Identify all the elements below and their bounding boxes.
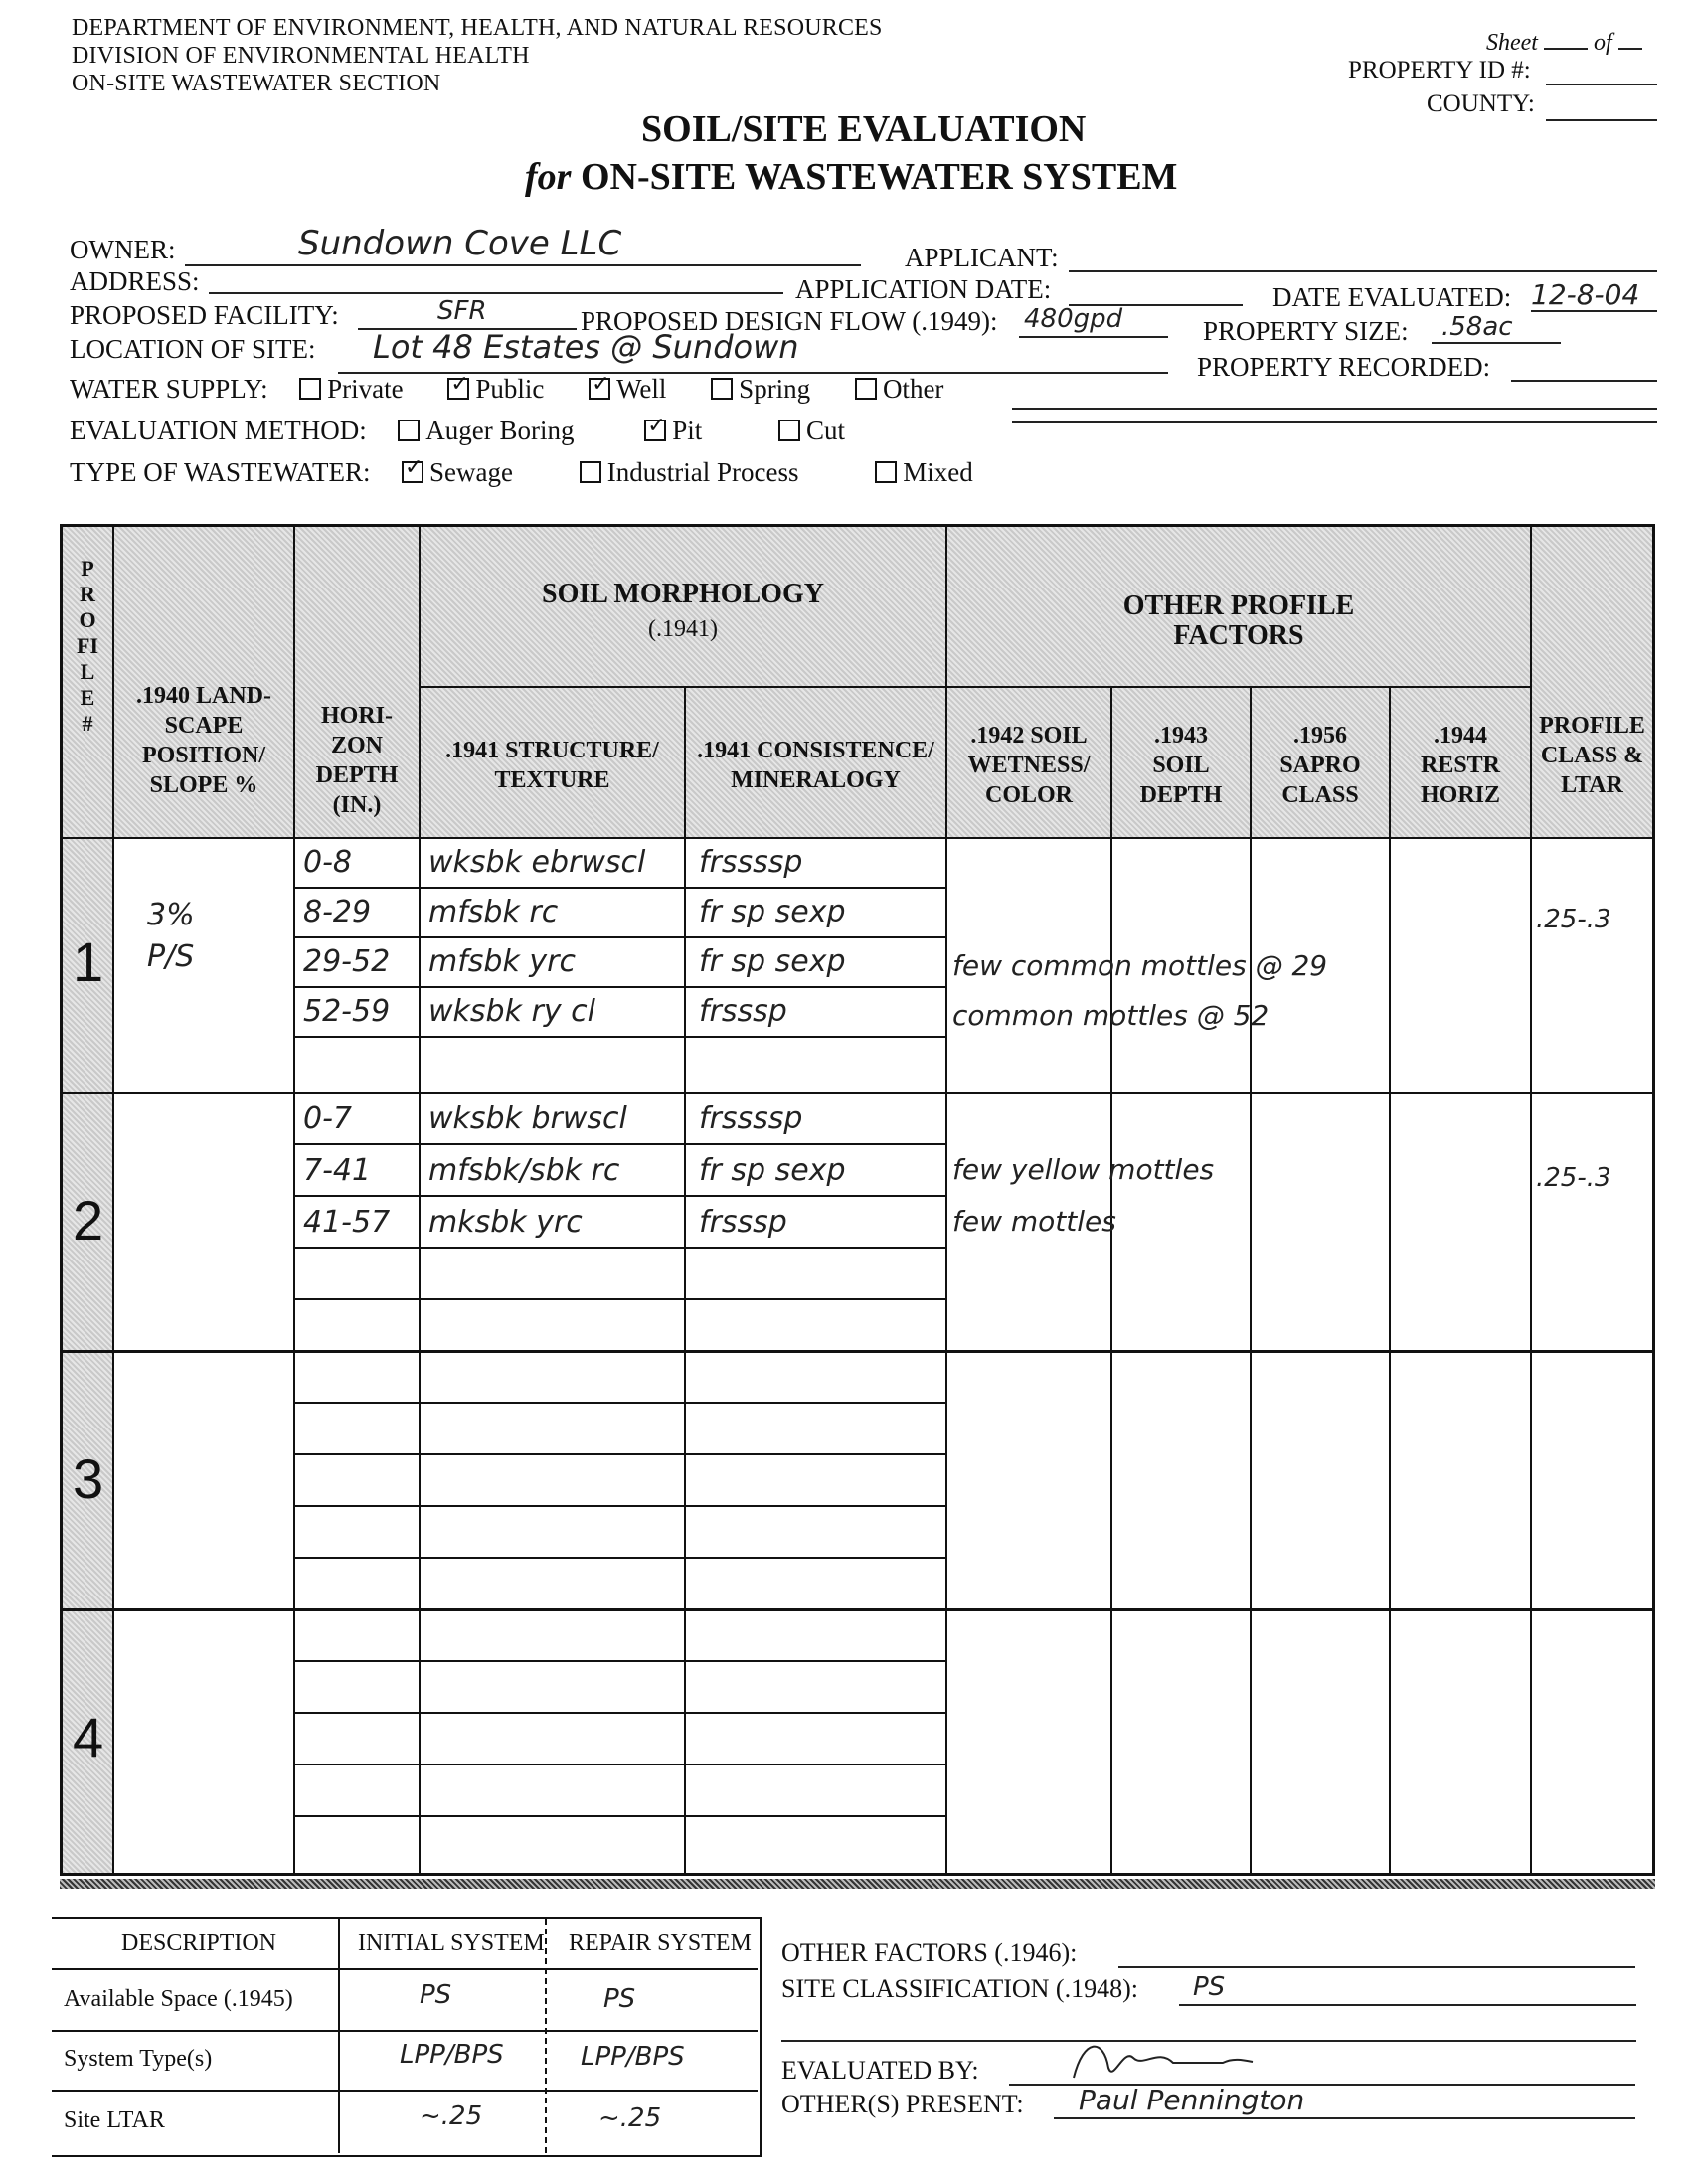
soil-profile-table	[60, 524, 1655, 1876]
system-types-repair[interactable]: LPP/BPS	[581, 2042, 685, 2072]
row-line	[293, 1764, 945, 1765]
available-space-label: Available Space (.1945)	[64, 1986, 293, 2012]
row-line	[293, 1557, 945, 1559]
system-types-label: System Type(s)	[64, 2046, 213, 2072]
summary-row-line-1	[52, 1968, 758, 1970]
initial-system-header: INITIAL SYSTEM	[358, 1931, 545, 1956]
spring-checkbox[interactable]	[711, 378, 733, 400]
row-line	[293, 1815, 945, 1817]
row-line	[293, 1712, 945, 1714]
property-id-label: PROPERTY ID #:	[1348, 57, 1531, 84]
p1-structure-4[interactable]: wksbk ry cl	[428, 994, 595, 1029]
p1-profile-class[interactable]: .25-.3	[1536, 905, 1611, 934]
other-checkbox[interactable]	[855, 378, 877, 400]
system-types-initial[interactable]: LPP/BPS	[400, 2040, 504, 2070]
p2-profile-class[interactable]: .25-.3	[1536, 1163, 1611, 1193]
of-label: of	[1593, 30, 1612, 56]
p1-consistence-3[interactable]: fr sp sexp	[699, 944, 846, 979]
design-flow-label: PROPOSED DESIGN FLOW (.1949):	[581, 306, 998, 336]
summary-col-1	[338, 1919, 340, 2153]
row-line	[293, 1453, 945, 1455]
other-factors-line	[1118, 1966, 1635, 1968]
p1-consistence-1[interactable]: frssssp	[699, 845, 803, 880]
p1-consistence-4[interactable]: frsssp	[699, 994, 787, 1029]
p1-depth-1[interactable]: 0-8	[303, 845, 352, 880]
restr-header: .1944 RESTR HORIZ	[1420, 723, 1501, 808]
header-split-line	[419, 686, 1530, 688]
p2-wetness-note-2[interactable]: few mottles	[952, 1205, 1116, 1238]
row-line	[293, 1036, 945, 1038]
p2-wetness-note-1[interactable]: few yellow mottles	[952, 1153, 1215, 1186]
soil-depth-header: .1943 SOIL DEPTH	[1139, 723, 1223, 808]
profile-class-header: PROFILE CLASS & LTAR	[1539, 713, 1645, 798]
row-line	[293, 1195, 945, 1197]
property-id-line	[1546, 84, 1657, 85]
other-factors-label: OTHER FACTORS (.1946):	[781, 1938, 1078, 1967]
cut-label: Cut	[806, 416, 846, 445]
profile-divider-2	[63, 1350, 1652, 1353]
location-label: LOCATION OF SITE:	[70, 334, 316, 364]
summary-col-2	[545, 1919, 547, 2153]
proposed-facility-value[interactable]: SFR	[437, 296, 487, 326]
property-size-value[interactable]: .58ac	[1441, 312, 1513, 342]
water-supply-well[interactable]	[589, 374, 666, 404]
p1-structure-3[interactable]: mfsbk yrc	[428, 944, 576, 979]
subtitle-rest: ON-SITE WASTEWATER SYSTEM	[580, 156, 1178, 198]
cut-checkbox[interactable]	[778, 420, 800, 441]
p2-depth-2[interactable]: 7-41	[303, 1153, 372, 1188]
dept-line-3: ON-SITE WASTEWATER SECTION	[72, 71, 441, 96]
col-line-6	[1110, 686, 1112, 1873]
p2-depth-3[interactable]: 41-57	[303, 1205, 391, 1240]
sapro-header: .1956 SAPRO CLASS	[1279, 723, 1361, 808]
owner-label: OWNER:	[70, 235, 176, 264]
p2-structure-2[interactable]: mfsbk/sbk rc	[428, 1153, 620, 1188]
site-ltar-initial[interactable]: ~.25	[420, 2101, 483, 2131]
p1-depth-2[interactable]: 8-29	[303, 895, 372, 929]
water-supply-spring[interactable]	[711, 374, 810, 404]
sheet-label: Sheet	[1486, 30, 1538, 56]
p1-wetness-note-2[interactable]: common mottles @ 52	[952, 999, 1270, 1032]
profile-divider-1	[63, 1092, 1652, 1094]
profile-1-landscape[interactable]: 3% P/S	[147, 898, 195, 974]
p2-structure-3[interactable]: mksbk yrc	[428, 1205, 583, 1240]
site-ltar-repair[interactable]: ~.25	[598, 2103, 662, 2133]
row-line	[293, 887, 945, 889]
well-checkbox[interactable]	[589, 378, 610, 400]
applicant-label: APPLICANT:	[905, 243, 1059, 272]
county-label: COUNTY:	[1427, 90, 1535, 117]
row-line	[293, 1402, 945, 1404]
col-line-8	[1389, 686, 1391, 1873]
design-flow-line	[1019, 336, 1168, 338]
property-size-line	[1432, 342, 1561, 344]
col-line-4	[684, 686, 686, 1873]
site-classification-line	[1179, 2004, 1636, 2006]
subtitle-for: for	[525, 156, 572, 198]
other-factors-header: OTHER PROFILE FACTORS	[1122, 590, 1355, 651]
p1-wetness-note-1[interactable]: few common mottles @ 29	[952, 949, 1328, 982]
col-line-7	[1250, 686, 1252, 1873]
soil-morphology-sub: (.1941)	[648, 616, 718, 642]
row-line	[293, 1505, 945, 1507]
wastewater-type-row	[70, 457, 1011, 487]
proposed-facility-label: PROPOSED FACILITY:	[70, 300, 339, 330]
row-line	[293, 1247, 945, 1249]
public-label: Public	[475, 374, 545, 404]
form-title: SOIL/SITE EVALUATION	[641, 108, 1087, 150]
sewage-checkbox[interactable]	[402, 461, 424, 483]
evaluation-method-label: EVALUATION METHOD:	[70, 416, 367, 445]
pit-checkbox[interactable]	[644, 420, 666, 441]
site-ltar-label: Site LTAR	[64, 2107, 165, 2133]
method-pit[interactable]	[644, 416, 702, 445]
department-header	[72, 14, 883, 97]
profile-number-4: 4	[73, 1706, 104, 1768]
method-auger[interactable]	[398, 416, 574, 445]
type-mixed[interactable]	[875, 457, 973, 487]
mixed-checkbox[interactable]	[875, 461, 897, 483]
consistence-header: .1941 CONSISTENCE/ MINERALOGY	[697, 738, 934, 793]
type-sewage[interactable]	[402, 457, 513, 487]
row-line	[293, 986, 945, 988]
summary-row-line-2	[52, 2030, 758, 2032]
others-present-line	[1054, 2117, 1635, 2119]
date-evaluated-label: DATE EVALUATED:	[1272, 282, 1512, 312]
row-line	[293, 1660, 945, 1662]
auger-label: Auger Boring	[425, 416, 575, 445]
profile-header: PROFILE #	[77, 556, 98, 736]
private-label: Private	[327, 374, 404, 404]
profile-number-2: 2	[73, 1189, 104, 1252]
profile-number-3: 3	[73, 1447, 104, 1510]
other-label: Other	[882, 374, 944, 404]
others-present-label: OTHER(S) PRESENT:	[781, 2090, 1024, 2118]
sewage-label: Sewage	[429, 457, 513, 487]
available-space-initial[interactable]: PS	[420, 1980, 452, 2010]
p1-consistence-2[interactable]: fr sp sexp	[699, 895, 846, 929]
water-supply-other[interactable]	[855, 374, 943, 404]
method-line	[1012, 421, 1657, 423]
owner-line	[185, 264, 861, 266]
horizon-header: HORI- ZON DEPTH (IN.)	[315, 703, 399, 818]
industrial-label: Industrial Process	[606, 457, 799, 487]
water-supply-row	[70, 374, 981, 404]
available-space-repair[interactable]: PS	[603, 1984, 636, 2014]
method-cut[interactable]	[778, 416, 845, 445]
county-line	[1546, 119, 1657, 121]
profile-divider-3	[63, 1608, 1652, 1611]
soil-morphology-header: SOIL MORPHOLOGY	[542, 579, 824, 609]
site-classification-value[interactable]: PS	[1193, 1972, 1226, 2002]
p1-depth-3[interactable]: 29-52	[303, 944, 391, 979]
p1-depth-4[interactable]: 52-59	[303, 994, 391, 1029]
public-checkbox[interactable]	[447, 378, 469, 400]
auger-checkbox[interactable]	[398, 420, 420, 441]
type-industrial[interactable]	[580, 457, 799, 487]
mixed-label: Mixed	[903, 457, 973, 487]
structure-header: .1941 STRUCTURE/ TEXTURE	[445, 738, 659, 793]
evaluated-by-label: EVALUATED BY:	[781, 2056, 979, 2085]
address-label: ADDRESS:	[70, 266, 200, 296]
p2-consistence-3[interactable]: frsssp	[699, 1205, 787, 1240]
location-value[interactable]: Lot 48 Estates @ Sundown	[373, 328, 799, 366]
applicant-line	[1069, 270, 1657, 272]
spring-label: Spring	[739, 374, 811, 404]
water-supply-public[interactable]	[447, 374, 544, 404]
wastewater-type-label: TYPE OF WASTEWATER:	[70, 457, 371, 487]
well-label: Well	[616, 374, 667, 404]
row-line	[293, 1143, 945, 1145]
pit-label: Pit	[672, 416, 703, 445]
p1-structure-2[interactable]: mfsbk rc	[428, 895, 559, 929]
site-classification-label: SITE CLASSIFICATION (.1948):	[781, 1974, 1138, 2003]
dept-line-1: DEPARTMENT OF ENVIRONMENT, HEALTH, AND NATURAL RESOURCES	[72, 15, 883, 41]
p2-consistence-1[interactable]: frssssp	[699, 1101, 803, 1136]
profile-number-1: 1	[73, 930, 104, 993]
evaluator-signature	[1064, 2028, 1263, 2088]
landscape-header: .1940 LAND- SCAPE POSITION/ SLOPE %	[136, 683, 271, 798]
water-supply-private[interactable]	[299, 374, 403, 404]
property-recorded-label: PROPERTY RECORDED:	[1197, 352, 1491, 382]
p1-structure-1[interactable]: wksbk ebrwscl	[428, 845, 646, 880]
row-line	[293, 936, 945, 938]
p2-structure-1[interactable]: wksbk brwscl	[428, 1101, 627, 1136]
owner-value[interactable]: Sundown Cove LLC	[298, 224, 622, 263]
address-line	[209, 292, 783, 294]
summary-row-line-3	[52, 2090, 758, 2092]
others-present-value[interactable]: Paul Pennington	[1079, 2084, 1305, 2116]
table-bottom-rule	[60, 1879, 1655, 1889]
evaluation-method-row	[70, 416, 883, 445]
industrial-checkbox[interactable]	[580, 461, 601, 483]
property-recorded-line	[1511, 380, 1657, 382]
sheet-field	[1486, 30, 1642, 57]
property-size-label: PROPERTY SIZE:	[1203, 316, 1409, 346]
application-date-label: APPLICATION DATE:	[795, 274, 1052, 304]
description-header: DESCRIPTION	[121, 1931, 277, 1956]
dept-line-2: DIVISION OF ENVIRONMENTAL HEALTH	[72, 43, 530, 69]
p2-depth-1[interactable]: 0-7	[303, 1101, 352, 1136]
wetness-header: .1942 SOIL WETNESS/ COLOR	[967, 723, 1091, 808]
water-other-line	[1012, 408, 1657, 410]
date-evaluated-value[interactable]: 12-8-04	[1531, 278, 1640, 311]
header-bottom-line	[63, 837, 1652, 839]
private-checkbox[interactable]	[299, 378, 321, 400]
design-flow-value[interactable]: 480gpd	[1024, 304, 1123, 334]
water-supply-label: WATER SUPPLY:	[70, 374, 268, 404]
p2-consistence-2[interactable]: fr sp sexp	[699, 1153, 846, 1188]
row-line	[293, 1298, 945, 1300]
system-summary-table	[52, 1917, 762, 2157]
form-subtitle	[525, 155, 1177, 199]
repair-system-header: REPAIR SYSTEM	[569, 1931, 752, 1956]
